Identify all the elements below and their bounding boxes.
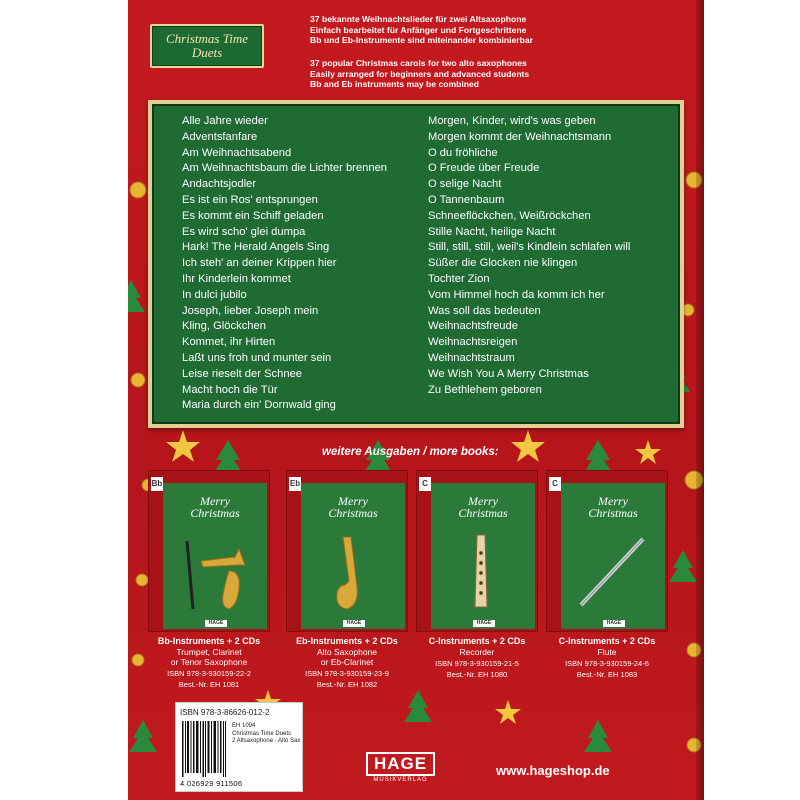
song-title: Süßer die Glocken nie klingen [428, 257, 578, 270]
song-title: Stille Nacht, heilige Nacht [428, 225, 556, 238]
book-instrument-1: Recorder [459, 647, 495, 657]
book-heading: Eb-Instruments + 2 CDs [296, 636, 398, 646]
meta-title: Christmas Time Duets [232, 730, 292, 737]
song-title: Zu Bethlehem geboren [428, 383, 542, 396]
book-cover-title-2: Christmas [458, 506, 508, 520]
book-isbn: ISBN 978-3-930159-21-5 [435, 659, 519, 668]
book-order-number: Best.-Nr. EH 1080 [446, 670, 508, 679]
shop-url[interactable]: www.hageshop.de [496, 763, 610, 778]
publisher-sub: MUSIKVERLAG [373, 777, 428, 783]
book-instrument-2: or Tenor Saxophone [170, 657, 248, 667]
book-caption [416, 636, 538, 679]
book-cover-title-2: Christmas [190, 506, 240, 520]
song-list-right [428, 114, 630, 398]
book-instrument-1: Flute [597, 647, 617, 657]
song-title: Joseph, lieber Joseph mein [182, 304, 319, 317]
book-cover-title-1: Merry [598, 494, 628, 508]
book-item[interactable] [416, 470, 538, 679]
song-title: O selige Nacht [428, 178, 502, 191]
book-item[interactable] [546, 470, 668, 679]
book-caption [286, 636, 408, 689]
flute-icon [577, 531, 647, 611]
song-title: Kling, Glöckchen [182, 320, 266, 333]
song-title: Macht hoch die Tür [182, 383, 278, 396]
book-cover[interactable] [416, 470, 538, 632]
song-title: Morgen, Kinder, wird's was geben [428, 115, 596, 127]
book-item[interactable] [286, 470, 408, 689]
song-title: Es kommt ein Schiff geladen [182, 209, 324, 222]
book-order-number: Best.-Nr. EH 1081 [178, 680, 240, 689]
song-title: Es wird scho' glei dumpa [182, 225, 306, 238]
book-instrument-1: Trumpet, Clarinet [176, 647, 242, 657]
song-title: Adventsfanfare [182, 130, 258, 143]
song-title: Weihnachtsfreude [428, 320, 518, 333]
description-line: 37 popular Christmas carols for two alto saxophones [310, 58, 527, 68]
song-list-panel [148, 100, 684, 428]
book-isbn: ISBN 978-3-930159-22-2 [167, 669, 251, 678]
book-cover-title-1: Merry [338, 494, 368, 508]
song-title: Vom Himmel hoch da komm ich her [428, 288, 605, 301]
back-cover [128, 0, 704, 800]
publisher-logo [366, 752, 435, 783]
isbn-text: ISBN 978-3-86626-012-2 [180, 708, 270, 717]
book-publisher-mark: HAGE [473, 620, 495, 627]
song-title: Hark! The Herald Angels Sing [182, 241, 330, 254]
book-cover-title-1: Merry [468, 494, 498, 508]
book-isbn: ISBN 978-3-930159-24-6 [565, 659, 649, 668]
song-title: Schneeflöckchen, Weißröckchen [428, 209, 591, 222]
song-title: Ich steh' an deiner Krippen hier [182, 257, 337, 270]
title-box [150, 24, 264, 68]
book-cover-title [301, 495, 405, 519]
song-title: O Tannenbaum [428, 193, 505, 206]
book-cover-title-1: Merry [200, 494, 230, 508]
meta-order: EH 1094 [232, 723, 256, 729]
description-english [310, 58, 529, 90]
song-title: Morgen kommt der Weihnachtsmann [428, 130, 612, 143]
description-line: Bb and Eb instruments may be combined [310, 79, 480, 89]
book-heading: C-Instruments + 2 CDs [428, 636, 526, 646]
book-publisher-mark: HAGE [603, 620, 625, 627]
book-cover-title [561, 495, 665, 519]
song-title: In dulci jubilo [182, 288, 247, 301]
song-title: Am Weihnachtsabend [182, 146, 292, 159]
publisher-name: HAGE [366, 752, 435, 776]
trumpet-clarinet-sax-icon [179, 531, 249, 611]
book-order-number: Best.-Nr. EH 1082 [316, 680, 378, 689]
description-line: Easily arranged for beginners and advanced students [310, 68, 530, 79]
book-publisher-mark: HAGE [205, 620, 227, 627]
song-title: Ihr Kinderlein kommet [182, 272, 291, 285]
book-cover[interactable] [546, 470, 668, 632]
song-title: O Freude über Freude [428, 162, 540, 175]
book-item[interactable] [148, 470, 270, 689]
song-title: Still, still, still, weil's Kindlein schlafen will [428, 241, 631, 254]
barcode-label [175, 702, 303, 792]
barcode-meta [232, 723, 300, 746]
book-cover-title [163, 495, 267, 519]
song-title: Leise rieselt der Schnee [182, 367, 303, 380]
book-badge: Bb [151, 477, 163, 491]
song-title: Am Weihnachtsbaum die Lichter brennen [182, 162, 388, 175]
song-title: Andachtsjodler [182, 178, 257, 191]
song-title: Weihnachtsreigen [428, 336, 518, 349]
book-publisher-mark: HAGE [343, 620, 365, 627]
song-title: O du fröhliche [428, 146, 498, 159]
book-caption [148, 636, 270, 689]
book-order-number: Best.-Nr. EH 1083 [576, 670, 638, 679]
song-title: Es ist ein Ros' entsprungen [182, 193, 318, 206]
description-line: 37 bekannte Weihnachtslieder für zwei Altsaxophone [310, 14, 527, 24]
more-books-heading: weitere Ausgaben / more books: [322, 446, 499, 458]
book-cover-title [431, 495, 535, 519]
meta-instrument: 2 Altsaxophone · Alto Sax [232, 738, 301, 744]
alto-sax-icon [317, 531, 387, 611]
song-title: Kommet, ihr Hirten [182, 336, 276, 349]
description-german [310, 14, 533, 46]
song-title: Weihnachtstraum [428, 351, 515, 364]
book-badge: C [419, 477, 431, 491]
book-cover[interactable] [286, 470, 408, 632]
song-list-left [182, 114, 387, 414]
barcode-icon [182, 721, 226, 777]
book-cover[interactable] [148, 470, 270, 632]
description-line: Einfach bearbeitet für Anfänger und Fortgeschrittene [310, 24, 527, 35]
recorder-icon [447, 531, 517, 611]
book-caption [546, 636, 668, 679]
barcode-number: 4 026929 911506 [180, 779, 243, 788]
book-heading: Bb-Instruments + 2 CDs [157, 636, 261, 646]
book-badge: C [549, 477, 561, 491]
book-instrument-1: Alto Saxophone [316, 647, 378, 657]
song-title: Alle Jahre wieder [182, 115, 268, 127]
book-badge: Eb [289, 477, 301, 491]
title-line-1: Christmas Time [166, 31, 248, 46]
song-title: Was soll das bedeuten [428, 304, 541, 317]
song-title: Maria durch ein' Dornwald ging [182, 399, 336, 412]
song-title: Laßt uns froh und munter sein [182, 351, 332, 364]
book-isbn: ISBN 978-3-930159-23-9 [305, 669, 389, 678]
description-line: Bb und Eb-Instrumente sind miteinander kombinierbar [310, 35, 533, 45]
book-cover-title-2: Christmas [328, 506, 378, 520]
song-title: We Wish You A Merry Christmas [428, 367, 589, 380]
book-cover-title-2: Christmas [588, 506, 638, 520]
book-instrument-2: or Eb-Clarinet [320, 657, 374, 667]
song-title: Tochter Zion [428, 272, 490, 285]
title-line-2: Duets [191, 45, 223, 60]
book-heading: C-Instruments + 2 CDs [558, 636, 656, 646]
